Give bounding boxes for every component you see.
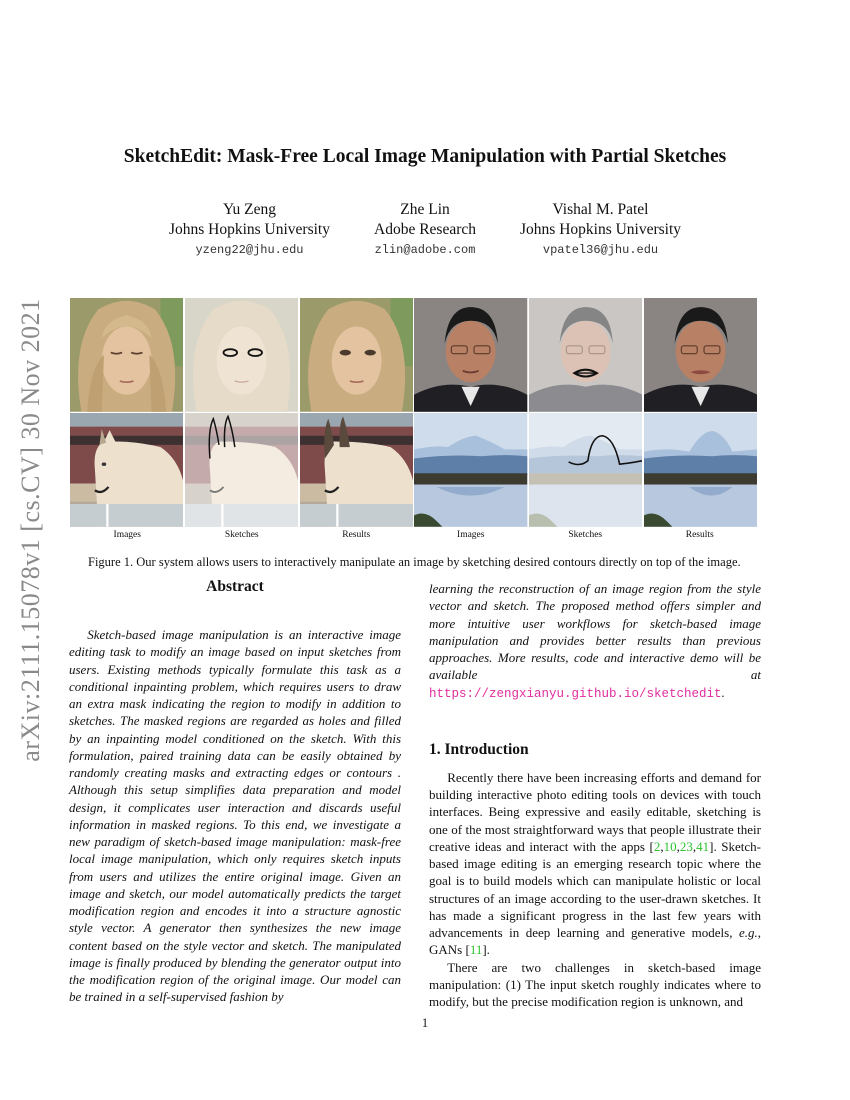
- figure-1-grid: [70, 298, 757, 527]
- author-1: [169, 200, 330, 260]
- abstract-text: Sketch-based image manipulation is an interactive image editing task to modify an image based on input sketches from users. Existing methods typically formulate this task as a conditional inpainting problem, which requires users to draw an extra mask indicating the region to modify in addition to sketches. The masked regions are regarded as holes and filled by an inpainting model conditioned on the sketch. With this formulation, paired training data can be easily obtained by randomly creating masks and extracting edges or contours . Although this setup simplifies data preparation and model design, it complicates user interaction and discards useful information in masked regions. To this end, we investigate a new paradigm of sketch-based image manipulation: mask-free local image manipulation, which only requires sketch inputs from users and utilizes the entire original image. Given an image and sketch, our model automatically predicts the target modification region and encodes it into a structure agnostic style vector. A generator then synthesizes the new image content based on the style vector and sketch. The manipulated image is finally produced by blending the generator output into the modification region of the original image. Our model can be trained in a self-supervised fashion by: [69, 627, 401, 1005]
- author-name: Yu Zeng: [223, 201, 276, 218]
- image-horse-original: [70, 413, 183, 527]
- author-block: [0, 200, 850, 260]
- column-label: Sketches: [224, 530, 259, 540]
- figure-caption: Figure 1. Our system allows users to interactively manipulate an image by sketching desired contours directly on top of the image.: [88, 555, 741, 569]
- intro-text-eg: e.g.: [738, 925, 758, 940]
- right-column: [429, 580, 761, 1010]
- abstract-continued-text: learning the reconstruction of an image region from the style vector and sketch. The proposed method offers simpler and more intuitive user workflows for sketch-based image manipulation and provides better results than previous approaches. More results, code and interactive demo will be available at: [429, 581, 761, 683]
- citation-link[interactable]: 10: [663, 838, 677, 854]
- paper-title: SketchEdit: Mask-Free Local Image Manipulation with Partial Sketches: [123, 146, 727, 167]
- author-email[interactable]: zlin@adobe.com: [374, 243, 476, 257]
- image-mountain-original: [414, 413, 527, 527]
- column-label: Results: [342, 530, 371, 540]
- project-link[interactable]: https://zengxianyu.github.io/sketchedit: [429, 686, 722, 701]
- column-label: Sketches: [568, 530, 603, 540]
- citation-link[interactable]: 23: [679, 838, 693, 854]
- intro-text: Recently there have been increasing efforts and demand for building interactive photo editing tools on devices with touch interfaces. Being expressive and easily editable, sketching is one of the most straightforward ways that people illustrate their creative ideas and interact with the apps [: [429, 769, 761, 854]
- sketch-mountain-peak: [529, 413, 642, 527]
- intro-text: , GANs [: [429, 925, 761, 958]
- sketch-man-mouth: [529, 298, 642, 412]
- introduction-heading: 1. Introduction: [429, 740, 529, 758]
- image-woman-original: [70, 298, 183, 412]
- link-suffix: .: [721, 684, 725, 700]
- author-name: Zhe Lin: [400, 201, 450, 218]
- abstract-heading: Abstract: [206, 578, 264, 595]
- author-3: [520, 200, 681, 260]
- result-mountain-peak: [644, 413, 757, 527]
- figure-column-labels: [70, 530, 757, 540]
- arxiv-stamp-text: arXiv:2111.15078v1 [cs.CV] 30 Nov 2021: [16, 298, 45, 762]
- author-email[interactable]: yzeng22@jhu.edu: [195, 243, 304, 257]
- introduction-paragraph-2: There are two challenges in sketch-based image manipulation: (1) The input sketch roughly indicates where to modify, but the precise modification region is unknown, and: [429, 959, 761, 1009]
- result-horse-ears: [300, 413, 413, 527]
- author-name: Vishal M. Patel: [552, 201, 649, 218]
- author-affiliation: Johns Hopkins University: [520, 221, 682, 238]
- intro-text: ]. Sketch-based image editing is an emerging research topic where the goal is to build models which can manipulate holistic or local structures of an image according to the user-drawn sketches. It has made a significant progress in the last few years with advancements in deep learning and generative models,: [429, 838, 761, 940]
- author-affiliation: Johns Hopkins University: [168, 221, 330, 238]
- column-label: Results: [685, 530, 714, 540]
- author-2: [374, 200, 476, 260]
- author-affiliation: Adobe Research: [374, 221, 476, 238]
- sketch-horse-ears: [185, 413, 298, 527]
- intro-text: ].: [482, 942, 490, 958]
- citation-link[interactable]: 2: [653, 838, 661, 854]
- image-man-original: [414, 298, 527, 412]
- result-man-mouth: [644, 298, 757, 412]
- page-number: 1: [421, 1016, 429, 1030]
- author-email[interactable]: vpatel36@jhu.edu: [542, 243, 659, 257]
- left-column: [69, 578, 401, 1006]
- citation-link[interactable]: 41: [696, 838, 710, 854]
- abstract-text-continued: [429, 580, 761, 703]
- column-label: Images: [457, 530, 485, 540]
- arxiv-identifier-stamp: [6, 290, 56, 770]
- sketch-woman-eyes: [185, 298, 298, 412]
- column-label: Images: [113, 530, 141, 540]
- result-woman-open-eyes: [300, 298, 413, 412]
- introduction-paragraph-1: Recently there have been increasing efforts and demand for building interactive photo editing tools on devices with touch interfaces. Being expressive and easily editable, sketching is one of the most straightforward ways that people illustrate their creative ideas and interact with the apps [2,10,23,41]. Sketch-based image editing is an emerging research topic where the goal is to build models which can manipulate holistic or local structures of an image according to the user-drawn sketches. It has made a significant progress in the last few years with advancements in deep learning and generative models, e.g., GANs [11].: [429, 769, 761, 958]
- citation-link[interactable]: 11: [469, 942, 483, 958]
